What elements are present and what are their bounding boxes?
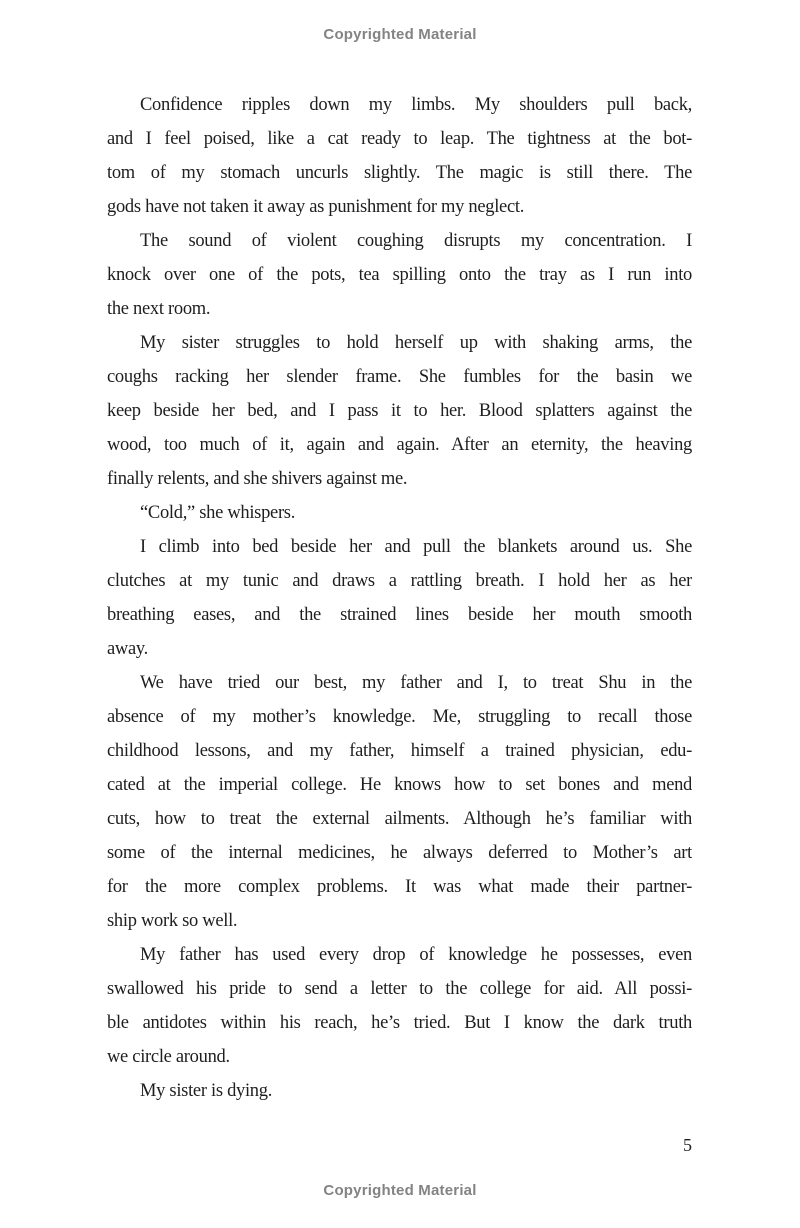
text-line: cuts, how to treat the external ailments. Although he’s familiar with (107, 809, 692, 829)
text-line: and I feel poised, like a cat ready to leap. The tightness at the bot- (107, 129, 692, 149)
text-line: clutches at my tunic and draws a rattling breath. I hold her as her (107, 571, 692, 591)
text-line: We have tried our best, my father and I, to treat Shu in the (140, 673, 692, 693)
text-line: for the more complex problems. It was what made their partner- (107, 877, 692, 897)
paragraph (107, 326, 692, 496)
text-line: childhood lessons, and my father, himself a trained physician, edu- (107, 741, 692, 761)
text-line: “Cold,” she whispers. (140, 503, 296, 523)
paragraph (107, 938, 692, 1074)
text-line: swallowed his pride to send a letter to the college for aid. All possi- (107, 979, 692, 999)
text-line: My sister struggles to hold herself up with shaking arms, the (140, 333, 692, 353)
text-line: My father has used every drop of knowledge he possesses, even (140, 945, 692, 965)
text-line: My sister is dying. (140, 1081, 273, 1101)
text-line: away. (107, 639, 148, 659)
text-line: ble antidotes within his reach, he’s tried. But I know the dark truth (107, 1013, 692, 1033)
copyright-notice-bottom: Copyrighted Material (323, 1182, 477, 1199)
text-line: coughs racking her slender frame. She fumbles for the basin we (107, 367, 692, 387)
text-line: absence of my mother’s knowledge. Me, struggling to recall those (107, 707, 692, 727)
text-line: we circle around. (107, 1047, 230, 1067)
text-line: knock over one of the pots, tea spilling onto the tray as I run into (107, 265, 692, 285)
text-line: some of the internal medicines, he always deferred to Mother’s art (107, 843, 692, 863)
text-line: finally relents, and she shivers against me. (107, 469, 408, 489)
book-body-text (107, 88, 692, 1108)
paragraph (107, 1074, 692, 1108)
text-line: the next room. (107, 299, 211, 319)
text-line: keep beside her bed, and I pass it to her. Blood splatters against the (107, 401, 692, 421)
text-line: The sound of violent coughing disrupts my concentration. I (140, 231, 692, 251)
copyright-notice-top: Copyrighted Material (323, 26, 477, 43)
text-line: gods have not taken it away as punishment for my neglect. (107, 197, 525, 217)
page-number: 5 (683, 1135, 692, 1155)
text-line: breathing eases, and the strained lines beside her mouth smooth (107, 605, 692, 625)
text-line: I climb into bed beside her and pull the blankets around us. She (140, 537, 692, 557)
text-line: tom of my stomach uncurls slightly. The magic is still there. The (107, 163, 692, 183)
text-line: ship work so well. (107, 911, 238, 931)
text-line: Confidence ripples down my limbs. My shoulders pull back, (140, 95, 692, 115)
text-line: wood, too much of it, again and again. After an eternity, the heaving (107, 435, 692, 455)
paragraph (107, 666, 692, 938)
paragraph (107, 224, 692, 326)
paragraph (107, 496, 692, 530)
text-line: cated at the imperial college. He knows how to set bones and mend (107, 775, 692, 795)
paragraph (107, 530, 692, 666)
paragraph (107, 88, 692, 224)
